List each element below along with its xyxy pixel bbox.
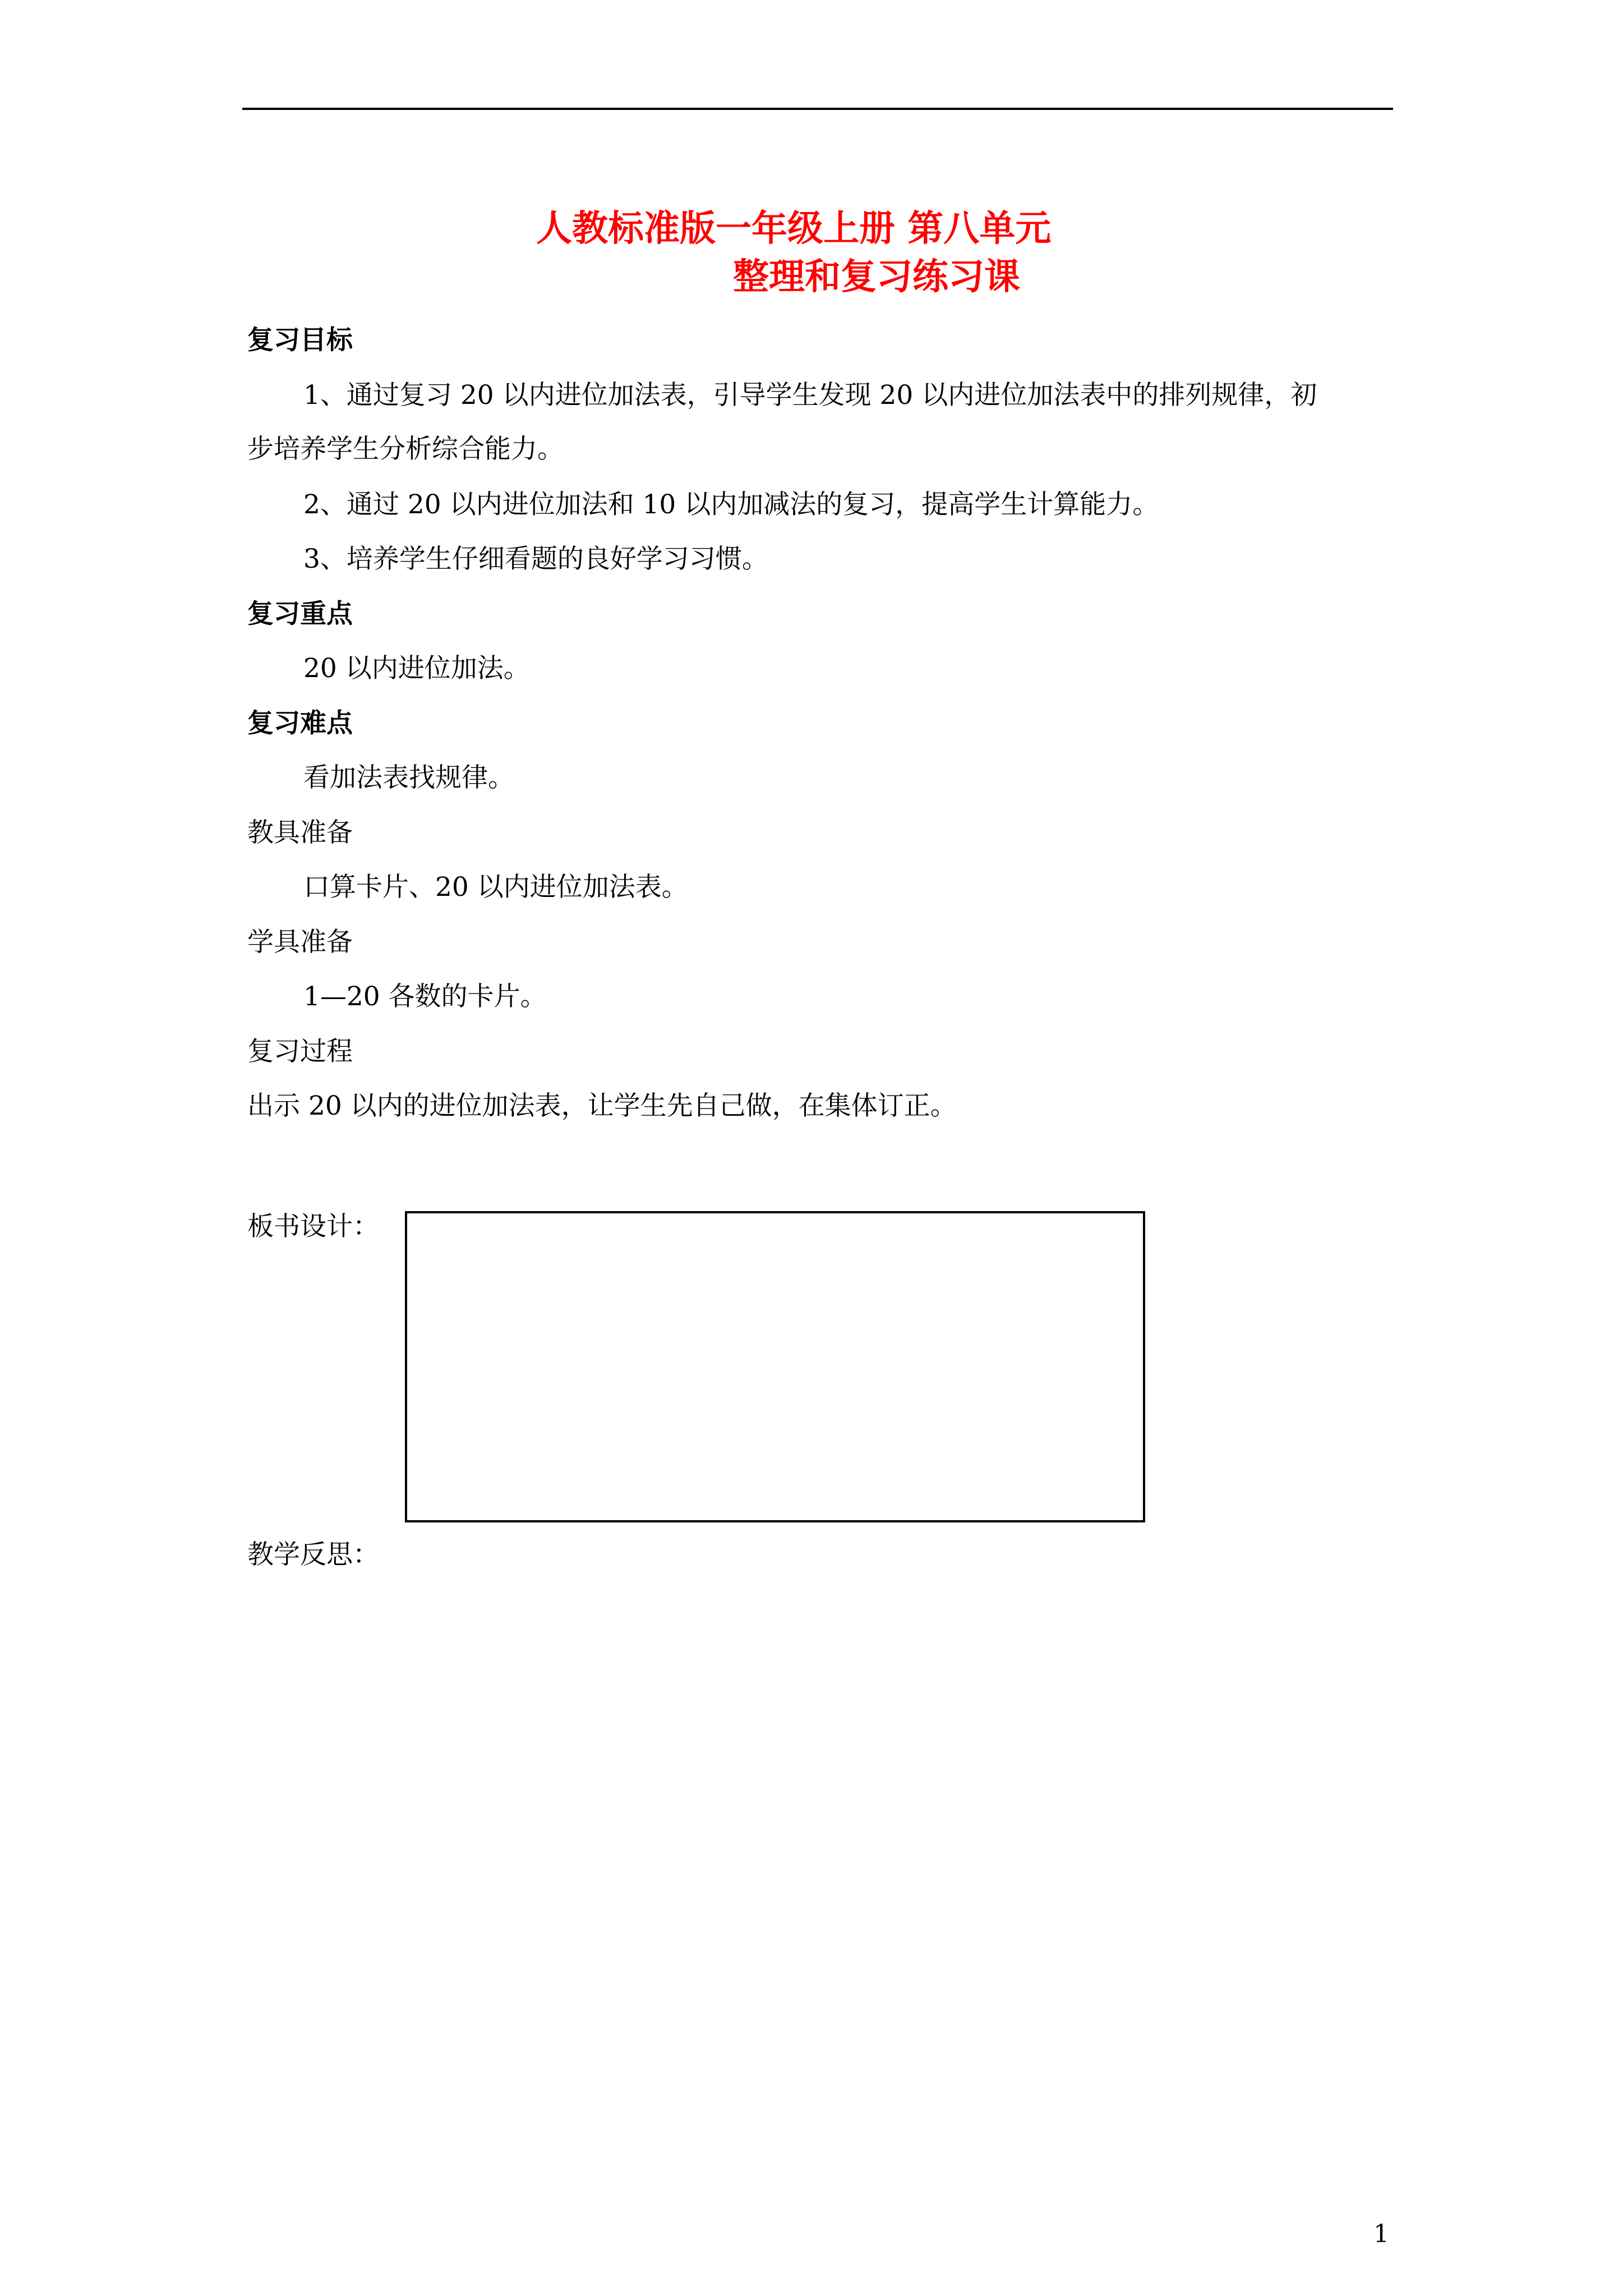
teacher-tools-heading: 教具准备 (247, 817, 353, 848)
board-design-label: 板书设计： (247, 1211, 379, 1242)
focus-heading: 复习重点 (247, 599, 353, 629)
process-text: 出示 20 以内的进位加法表，让学生先自己做，在集体订正。 (247, 1091, 957, 1121)
student-tools-text: 1—20 各数的卡片。 (303, 981, 547, 1012)
goal-2: 2、通过 20 以内进位加法和 10 以内加减法的复习，提高学生计算能力。 (303, 489, 1159, 520)
difficulty-heading: 复习难点 (247, 708, 353, 739)
goal-3: 3、培养学生仔细看题的良好学习习惯。 (303, 544, 768, 574)
goals-heading: 复习目标 (247, 325, 353, 356)
process-heading: 复习过程 (247, 1036, 353, 1067)
focus-text: 20 以内进位加法。 (303, 653, 530, 684)
goal-1-line-1: 1、通过复习 20 以内进位加法表，引导学生发现 20 以内进位加法表中的排列规律，初 (303, 380, 1317, 411)
reflection-label: 教学反思： (247, 1539, 379, 1570)
document-subtitle: 整理和复习练习课 (733, 256, 1020, 298)
teacher-tools-text: 口算卡片、20 以内进位加法表。 (303, 872, 688, 903)
document-title: 人教标准版一年级上册 第八单元 (536, 208, 1052, 250)
student-tools-heading: 学具准备 (247, 927, 353, 958)
header-rule (242, 108, 1393, 110)
difficulty-text: 看加法表找规律。 (303, 762, 514, 793)
page-number: 1 (1373, 2220, 1389, 2248)
board-design-box (405, 1211, 1145, 1522)
goal-1-line-2: 步培养学生分析综合能力。 (247, 434, 564, 464)
